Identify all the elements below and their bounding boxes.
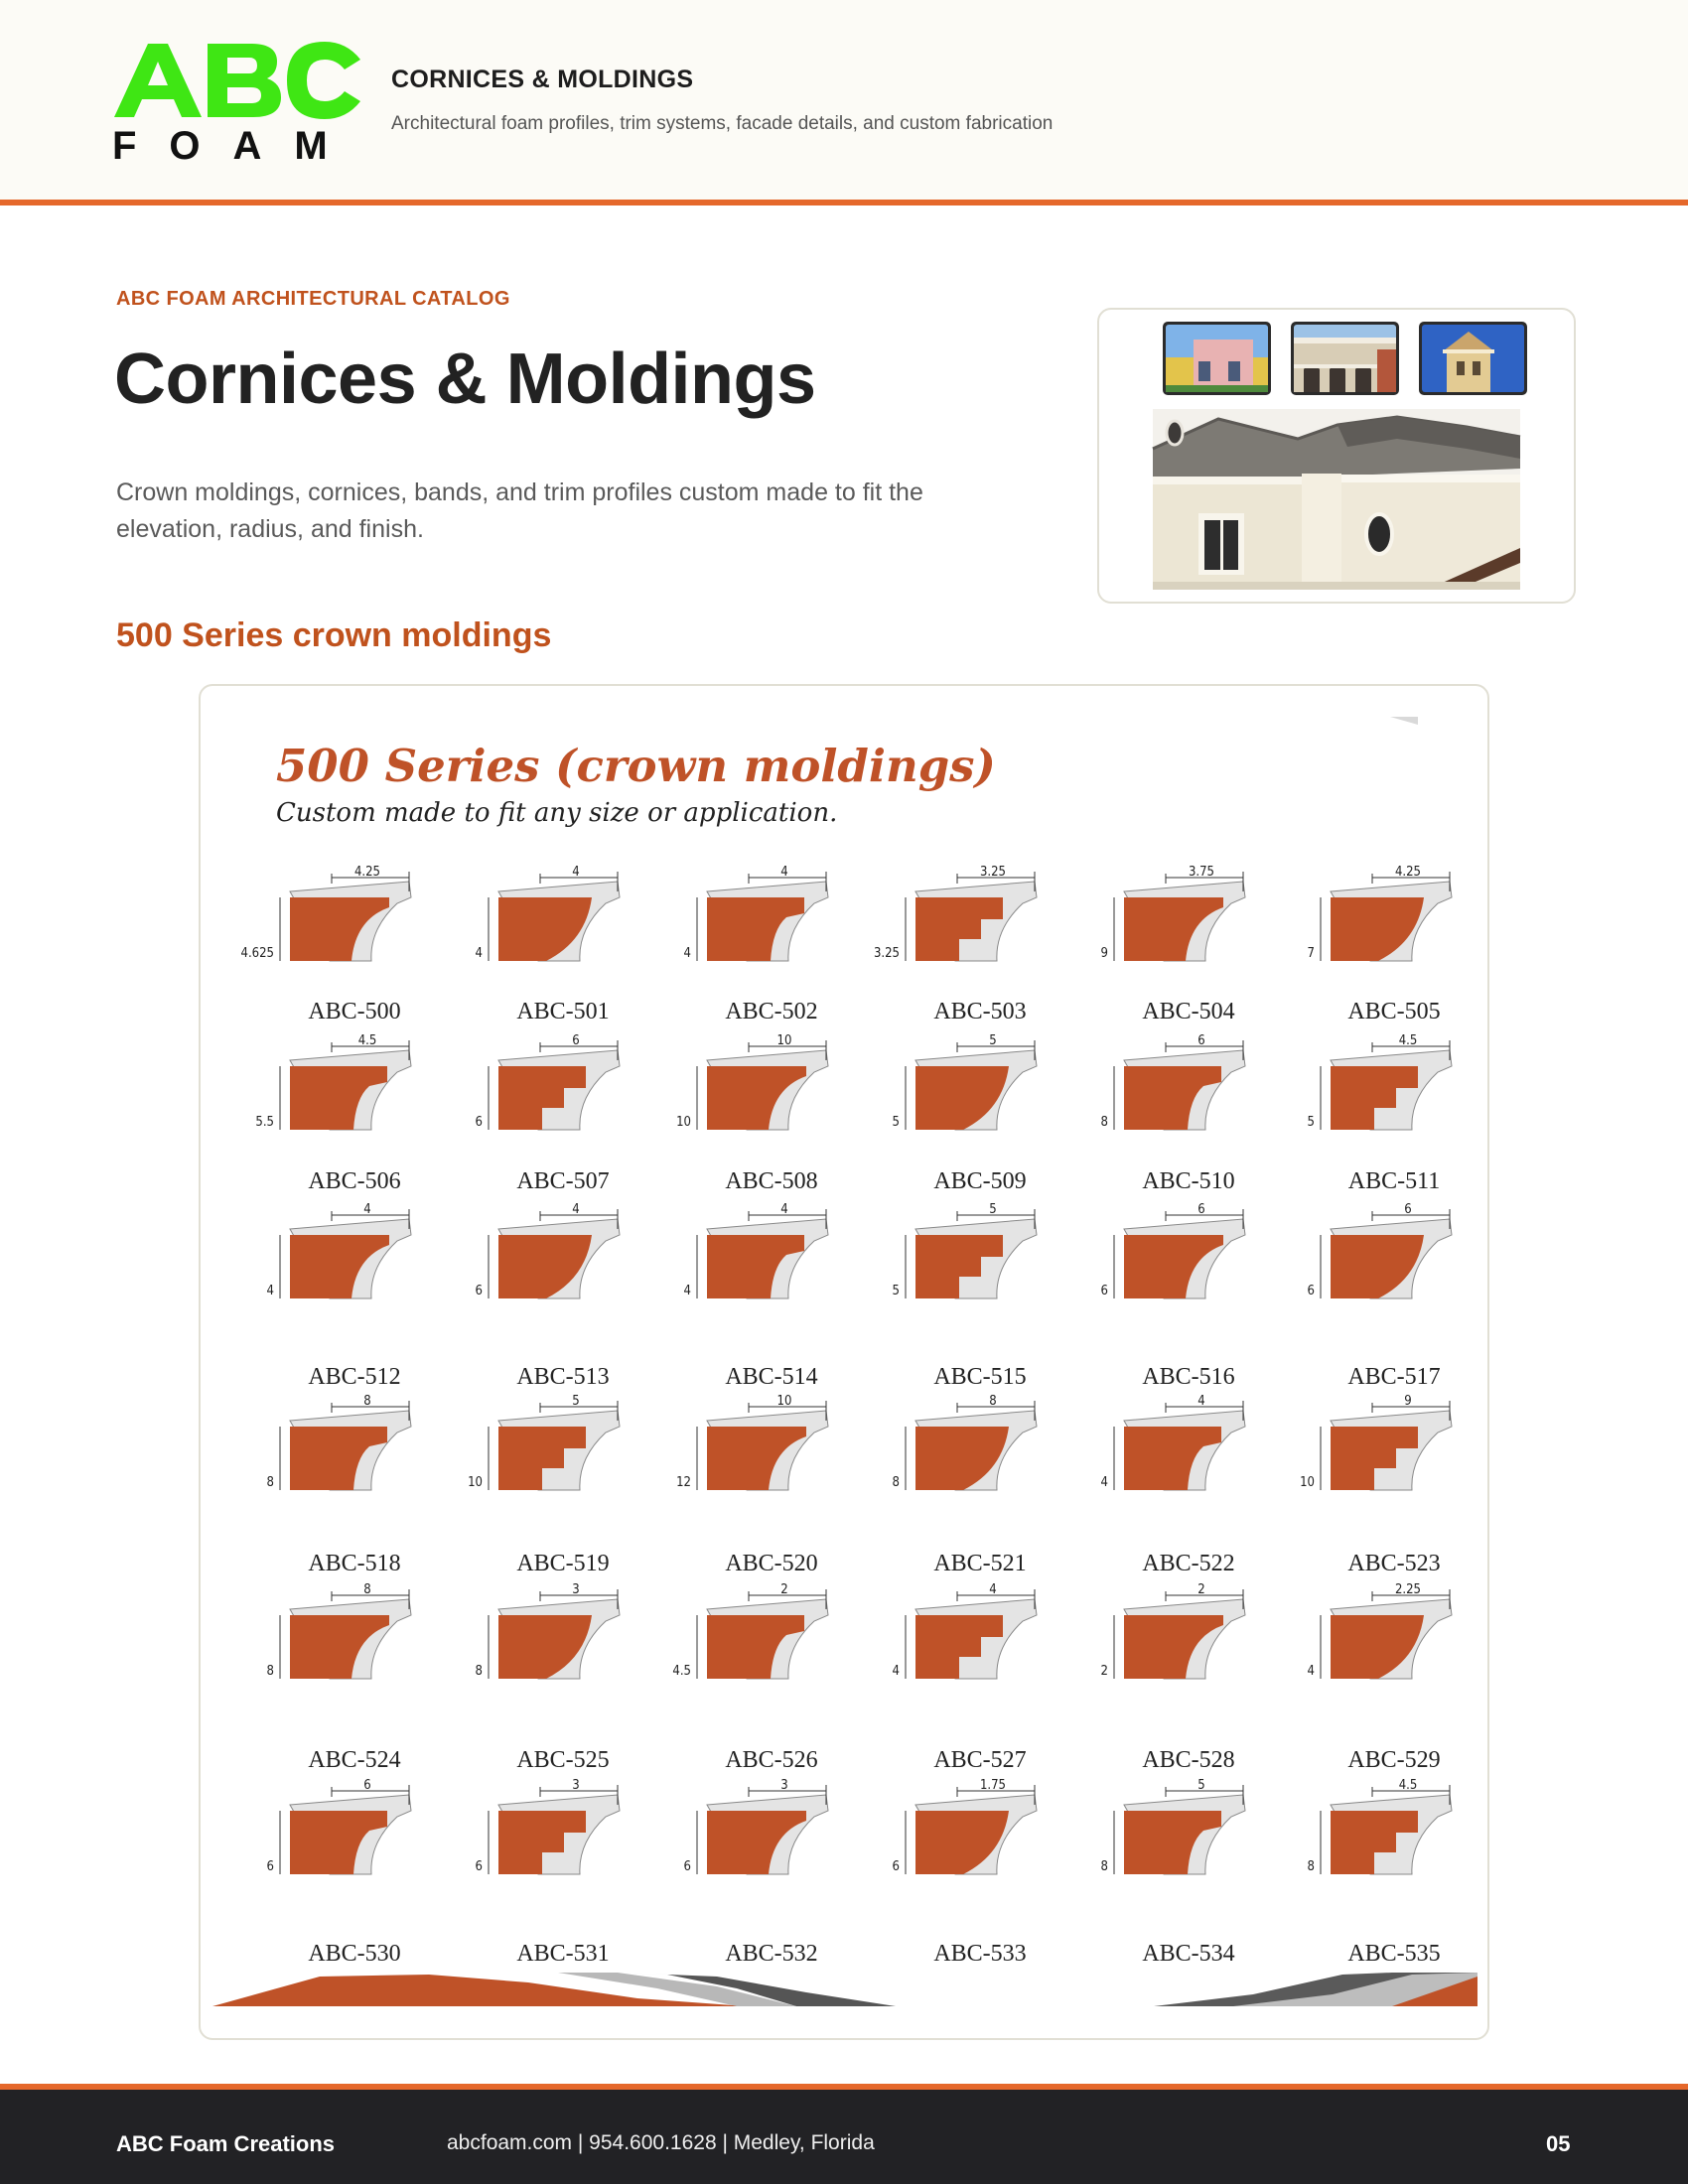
- width-dimension-label: 4.5: [1398, 1778, 1418, 1793]
- abc-foam-logo: [112, 38, 363, 162]
- profile-label-abc-512: ABC-512: [308, 1364, 401, 1390]
- height-dimension-label: 4: [1307, 1664, 1315, 1679]
- molding-profile-abc-528: [1101, 1582, 1245, 1679]
- profile-label-abc-509: ABC-509: [933, 1168, 1027, 1194]
- height-dimension-label: 6: [475, 1859, 483, 1874]
- footer-contact: abcfoam.com | 954.600.1628 | Medley, Florida: [447, 2131, 875, 2154]
- width-dimension-label: 3: [780, 1778, 788, 1793]
- profile-label-abc-534: ABC-534: [1142, 1941, 1235, 1967]
- page-title: Cornices & Moldings: [114, 340, 816, 419]
- section-title: 500 Series crown moldings: [116, 616, 552, 654]
- profile-label-abc-502: ABC-502: [725, 999, 818, 1024]
- profile-label-abc-525: ABC-525: [516, 1747, 610, 1773]
- molding-profile-abc-510: [1101, 1033, 1245, 1130]
- width-dimension-label: 3.75: [1188, 865, 1215, 880]
- thumbnail-photo-2: [1291, 322, 1399, 395]
- height-dimension-label: 6: [266, 1859, 274, 1874]
- profile-label-abc-507: ABC-507: [516, 1168, 610, 1194]
- molding-profile-abc-523: [1300, 1394, 1452, 1490]
- molding-profile-abc-532: [684, 1778, 828, 1874]
- profile-label-abc-504: ABC-504: [1142, 999, 1235, 1024]
- height-dimension-label: 5: [1307, 1115, 1315, 1130]
- height-dimension-label: 10: [468, 1475, 483, 1490]
- width-dimension-label: 1.75: [979, 1778, 1007, 1793]
- page-footer: [0, 2084, 1688, 2184]
- width-dimension-label: 6: [1197, 1202, 1205, 1217]
- page-number: 05: [1546, 2131, 1571, 2156]
- molding-profile-abc-513: [476, 1202, 620, 1298]
- profile-label-abc-500: ABC-500: [308, 999, 401, 1024]
- molding-profile-abc-501: [476, 865, 620, 961]
- facade-photos: [1099, 310, 1574, 602]
- molding-profile-abc-529: [1308, 1582, 1452, 1679]
- height-dimension-label: 6: [1100, 1284, 1108, 1298]
- width-dimension-label: 5: [572, 1394, 580, 1409]
- height-dimension-label: 6: [892, 1859, 900, 1874]
- molding-profile-abc-534: [1101, 1778, 1245, 1874]
- profile-label-abc-517: ABC-517: [1347, 1364, 1441, 1390]
- molding-profile-abc-535: [1308, 1778, 1452, 1874]
- height-dimension-label: 8: [892, 1475, 900, 1490]
- molding-profile-abc-509: [893, 1033, 1037, 1130]
- molding-profile-abc-524: [267, 1582, 411, 1679]
- width-dimension-label: 3.25: [979, 865, 1007, 880]
- height-dimension-label: 10: [676, 1115, 691, 1130]
- height-dimension-label: 4: [266, 1284, 274, 1298]
- width-dimension-label: 4: [572, 1202, 580, 1217]
- intro-description: Crown moldings, cornices, bands, and trim profiles custom made to fit the elevation, radius, and finish.: [116, 478, 923, 543]
- width-dimension-label: 5: [1197, 1778, 1205, 1793]
- width-dimension-label: 2: [780, 1582, 788, 1597]
- height-dimension-label: 4.5: [672, 1664, 691, 1679]
- profile-label-abc-529: ABC-529: [1347, 1747, 1441, 1773]
- profile-label-abc-511: ABC-511: [1347, 1168, 1441, 1194]
- profile-label-abc-521: ABC-521: [933, 1551, 1027, 1576]
- molding-profile-abc-504: [1101, 865, 1245, 961]
- width-dimension-label: 8: [363, 1394, 371, 1409]
- width-dimension-label: 4.5: [357, 1033, 377, 1048]
- profile-label-abc-501: ABC-501: [516, 999, 610, 1024]
- width-dimension-label: 6: [572, 1033, 580, 1048]
- page-header: [0, 0, 1688, 205]
- molding-profile-abc-506: [255, 1033, 411, 1130]
- width-dimension-label: 4.25: [353, 865, 381, 880]
- height-dimension-label: 4.625: [240, 946, 274, 961]
- height-dimension-label: 3.25: [873, 946, 900, 961]
- width-dimension-label: 2.25: [1394, 1582, 1422, 1597]
- height-dimension-label: 8: [266, 1475, 274, 1490]
- molding-profile-abc-533: [893, 1778, 1037, 1874]
- profile-label-abc-508: ABC-508: [725, 1168, 818, 1194]
- molding-profile-abc-500: [241, 865, 411, 961]
- footer-company: ABC Foam Creations: [116, 2131, 336, 2156]
- molding-profile-abc-514: [684, 1202, 828, 1298]
- profile-label-abc-514: ABC-514: [725, 1364, 818, 1390]
- molding-profile-abc-515: [893, 1202, 1037, 1298]
- molding-profile-abc-502: [684, 865, 828, 961]
- height-dimension-label: 4: [892, 1664, 900, 1679]
- molding-profile-abc-511: [1308, 1033, 1452, 1130]
- height-dimension-label: 8: [475, 1664, 483, 1679]
- header-subtitle: Architectural foam profiles, trim systems, facade details, and custom fabrication: [391, 113, 1054, 134]
- height-dimension-label: 4: [683, 1284, 691, 1298]
- width-dimension-label: 6: [1404, 1202, 1412, 1217]
- profile-label-abc-526: ABC-526: [725, 1747, 818, 1773]
- molding-profile-abc-512: [267, 1202, 411, 1298]
- height-dimension-label: 6: [475, 1115, 483, 1130]
- width-dimension-label: 4: [363, 1202, 371, 1217]
- molding-profile-abc-530: [267, 1778, 411, 1874]
- profile-label-abc-533: ABC-533: [933, 1941, 1027, 1967]
- height-dimension-label: 6: [1307, 1284, 1315, 1298]
- molding-profile-abc-516: [1101, 1202, 1245, 1298]
- width-dimension-label: 6: [363, 1778, 371, 1793]
- width-dimension-label: 8: [989, 1394, 997, 1409]
- width-dimension-label: 4: [780, 865, 788, 880]
- molding-profile-abc-527: [893, 1582, 1037, 1679]
- profile-label-abc-519: ABC-519: [516, 1551, 610, 1576]
- profile-label-abc-524: ABC-524: [308, 1747, 401, 1773]
- width-dimension-label: 4: [989, 1582, 997, 1597]
- height-dimension-label: 7: [1307, 946, 1315, 961]
- molding-profile-abc-521: [893, 1394, 1037, 1490]
- profile-label-abc-506: ABC-506: [308, 1168, 401, 1194]
- profile-label-abc-531: ABC-531: [516, 1941, 610, 1967]
- width-dimension-label: 4.25: [1394, 865, 1422, 880]
- molding-profile-abc-519: [468, 1394, 620, 1490]
- profile-label-abc-532: ABC-532: [725, 1941, 818, 1967]
- height-dimension-label: 8: [1100, 1859, 1108, 1874]
- width-dimension-label: 4.5: [1398, 1033, 1418, 1048]
- catalog-eyebrow: ABC FOAM ARCHITECTURAL CATALOG: [116, 288, 510, 310]
- height-dimension-label: 5.5: [255, 1115, 274, 1130]
- width-dimension-label: 8: [363, 1582, 371, 1597]
- height-dimension-label: 12: [676, 1475, 691, 1490]
- molding-profile-abc-526: [672, 1582, 828, 1679]
- width-dimension-label: 5: [989, 1202, 997, 1217]
- height-dimension-label: 6: [683, 1859, 691, 1874]
- decorative-wave: [212, 1973, 1477, 2006]
- profile-label-abc-510: ABC-510: [1142, 1168, 1235, 1194]
- molding-profile-abc-505: [1308, 865, 1452, 961]
- height-dimension-label: 4: [1100, 1475, 1108, 1490]
- header-title: CORNICES & MOLDINGS: [391, 66, 694, 93]
- width-dimension-label: 6: [1197, 1033, 1205, 1048]
- width-dimension-label: 4: [1197, 1394, 1205, 1409]
- height-dimension-label: 5: [892, 1115, 900, 1130]
- height-dimension-label: 2: [1100, 1664, 1108, 1679]
- molding-profile-abc-520: [676, 1394, 828, 1490]
- logo-foam-text: FOAM: [112, 124, 360, 162]
- width-dimension-label: 10: [776, 1394, 792, 1409]
- profile-label-abc-513: ABC-513: [516, 1364, 610, 1390]
- profile-label-abc-530: ABC-530: [308, 1941, 401, 1967]
- profile-label-abc-518: ABC-518: [308, 1551, 401, 1576]
- profile-label-abc-523: ABC-523: [1347, 1551, 1441, 1576]
- catalog-heading: 500 Series (crown moldings): [276, 740, 996, 792]
- height-dimension-label: 5: [892, 1284, 900, 1298]
- molding-profile-abc-508: [676, 1033, 828, 1130]
- crown-molding-chart: [201, 686, 1487, 2038]
- width-dimension-label: 4: [572, 865, 580, 880]
- profile-label-abc-527: ABC-527: [933, 1747, 1027, 1773]
- molding-profile-abc-517: [1308, 1202, 1452, 1298]
- profile-label-abc-535: ABC-535: [1347, 1941, 1441, 1967]
- width-dimension-label: 10: [776, 1033, 792, 1048]
- height-dimension-label: 4: [475, 946, 483, 961]
- profile-label-abc-520: ABC-520: [725, 1551, 818, 1576]
- profile-label-abc-503: ABC-503: [933, 999, 1027, 1024]
- height-dimension-label: 8: [1307, 1859, 1315, 1874]
- main-facade-photo: [1153, 409, 1520, 590]
- height-dimension-label: 4: [683, 946, 691, 961]
- profile-label-abc-528: ABC-528: [1142, 1747, 1235, 1773]
- height-dimension-label: 8: [266, 1664, 274, 1679]
- page-curl-corner: [1390, 717, 1418, 725]
- profile-label-abc-515: ABC-515: [933, 1364, 1027, 1390]
- molding-profile-abc-518: [267, 1394, 411, 1490]
- molding-profiles: [241, 865, 1452, 1967]
- height-dimension-label: 8: [1100, 1115, 1108, 1130]
- thumbnail-photo-3: [1419, 322, 1527, 395]
- thumbnail-photo-1: [1163, 322, 1271, 395]
- profile-label-abc-505: ABC-505: [1347, 999, 1441, 1024]
- height-dimension-label: 10: [1300, 1475, 1315, 1490]
- catalog-sheet: [199, 684, 1489, 2040]
- width-dimension-label: 5: [989, 1033, 997, 1048]
- profile-label-abc-522: ABC-522: [1142, 1551, 1235, 1576]
- molding-profile-abc-522: [1101, 1394, 1245, 1490]
- width-dimension-label: 4: [780, 1202, 788, 1217]
- catalog-subheading: Custom made to fit any size or application.: [276, 798, 838, 828]
- width-dimension-label: 9: [1404, 1394, 1412, 1409]
- molding-profile-abc-503: [874, 865, 1037, 961]
- facade-photo-card: [1097, 308, 1576, 604]
- width-dimension-label: 3: [572, 1778, 580, 1793]
- molding-profile-abc-525: [476, 1582, 620, 1679]
- profile-label-abc-516: ABC-516: [1142, 1364, 1235, 1390]
- height-dimension-label: 6: [475, 1284, 483, 1298]
- height-dimension-label: 9: [1100, 946, 1108, 961]
- width-dimension-label: 2: [1197, 1582, 1205, 1597]
- width-dimension-label: 3: [572, 1582, 580, 1597]
- molding-profile-abc-531: [476, 1778, 620, 1874]
- molding-profile-abc-507: [476, 1033, 620, 1130]
